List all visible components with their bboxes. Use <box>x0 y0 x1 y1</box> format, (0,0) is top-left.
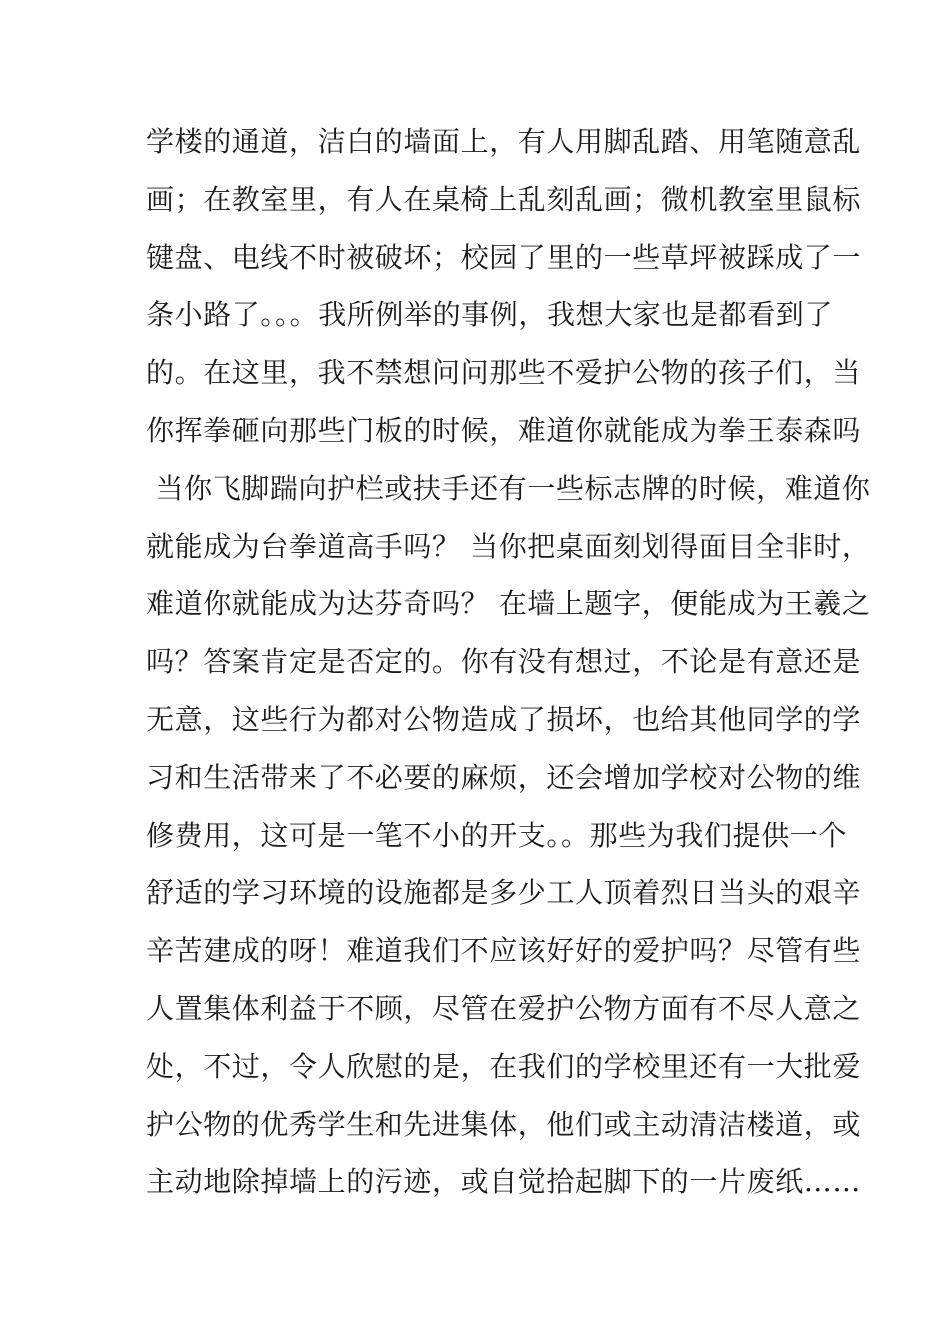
text-line: 键盘、电线不时被破坏；校园了里的一些草坪被踩成了一 <box>146 240 862 274</box>
text-line: 画；在教室里，有人在桌椅上乱刻乱画；微机教室里鼠标 <box>146 182 862 216</box>
text-line: 吗？答案肯定是否定的。你有没有想过，不论是有意还是 <box>146 645 862 679</box>
text-line: 舒适的学习环境的设施都是多少工人顶着烈日当头的艰辛 <box>146 876 862 910</box>
text-line: 护公物的优秀学生和先进集体，他们或主动清洁楼道，或 <box>146 1107 862 1141</box>
text-line: 就能成为台拳道高手吗？ 当你把桌面刻划得面目全非时， <box>146 529 871 563</box>
text-line: 处，不过，令人欣慰的是，在我们的学校里还有一大批爱 <box>146 1049 862 1083</box>
text-line: 无意，这些行为都对公物造成了损坏，也给其他同学的学 <box>146 702 862 736</box>
text-line: 人置集体利益于不顾，尽管在爱护公物方面有不尽人意之 <box>146 991 862 1025</box>
text-line: 当你飞脚踹向护栏或扶手还有一些标志牌的时候，难道你 <box>146 471 871 505</box>
text-line: 条小路了。。。我所例举的事例，我想大家也是都看到了 <box>146 298 834 332</box>
body-text <box>146 118 871 1216</box>
text-line: 学楼的通道，洁白的墙面上，有人用脚乱踏、用笔随意乱 <box>146 125 862 158</box>
text-line: 习和生活带来了不必要的麻烦，还会增加学校对公物的维 <box>146 760 862 794</box>
text-line: 主动地除掉墙上的污迹，或自觉拾起脚下的一片废纸…… <box>146 1165 862 1199</box>
text-line: 修费用，这可是一笔不小的开支。。那些为我们提供一个 <box>146 818 848 852</box>
text-line: 的。在这里，我不禁想问问那些不爱护公物的孩子们，当 <box>146 356 862 390</box>
text-line: 你挥拳砸向那些门板的时候，难道你就能成为拳王泰森吗 <box>146 413 862 447</box>
text-line: 难道你就能成为达芬奇吗？ 在墙上题字，便能成为王羲之 <box>146 587 871 621</box>
text-line: 辛苦建成的呀！难道我们不应该好好的爱护吗？尽管有些 <box>146 934 862 968</box>
